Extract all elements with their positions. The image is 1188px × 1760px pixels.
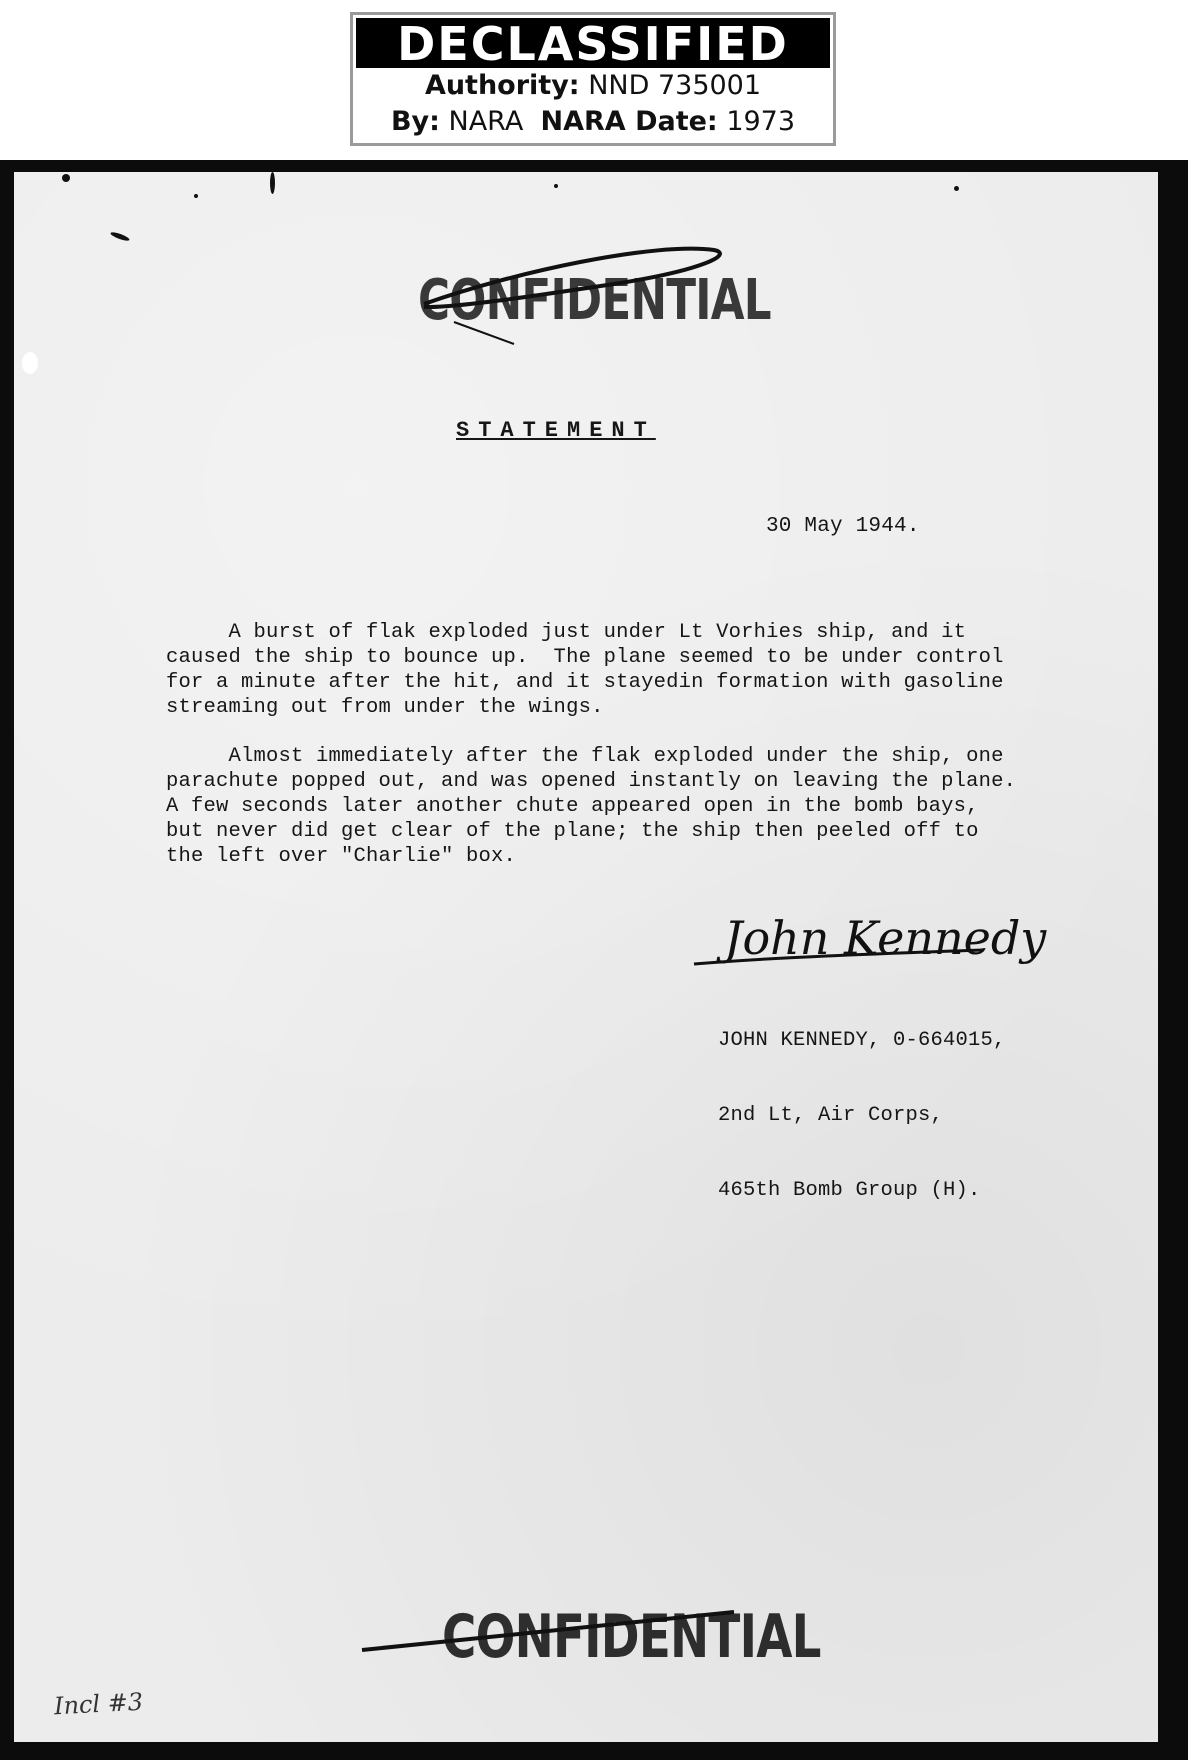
by-label: By: [390, 106, 440, 137]
document-page [14, 172, 1158, 1742]
signature-text: John Kennedy [724, 911, 1047, 965]
confidential-stamp-bottom: CONFIDENTIAL [442, 1602, 821, 1672]
handwritten-note: Incl #3 [53, 1687, 144, 1721]
stamp-strike-top [14, 172, 1158, 572]
signature-line-1: JOHN KENNEDY, 0-664015, [718, 1029, 1006, 1052]
signature-block [718, 978, 1006, 1253]
signature-line-3: 465th Bomb Group (H). [718, 1179, 981, 1202]
confidential-stamp-top: CONFIDENTIAL [418, 268, 771, 333]
paragraph-1: A burst of flak exploded just under Lt Vorhies ship, and it caused the ship to bounce up. The plane seemed to be under control for a minute after the hit, and it stayedin formation with gasoline streaming out from under the wings. [166, 621, 1004, 719]
scan-frame [0, 160, 1188, 1760]
signature-line-2: 2nd Lt, Air Corps, [718, 1104, 944, 1127]
declassified-banner [350, 12, 836, 146]
document-title: STATEMENT [456, 418, 656, 443]
authority-label: Authority: [424, 70, 580, 101]
paragraph-2: Almost immediately after the flak exploded under the ship, one parachute popped out, and was opened instantly on leaving the plane. A few seconds later another chute appeared open in the bomb bays, but never did get clear of the plane; the ship then peeled off to the left over "Charlie" box. [166, 745, 1017, 868]
banner-by-date [353, 104, 833, 140]
nara-date-value: 1973 [726, 106, 796, 137]
document-date: 30 May 1944. [766, 515, 920, 538]
nara-date-label: NARA Date: [540, 106, 718, 137]
by-value: NARA [448, 106, 524, 137]
banner-authority [353, 68, 833, 104]
authority-value: NND 735001 [588, 70, 762, 101]
banner-title: DECLASSIFIED [356, 18, 830, 68]
stamp-strike-bottom [14, 1572, 1158, 1692]
